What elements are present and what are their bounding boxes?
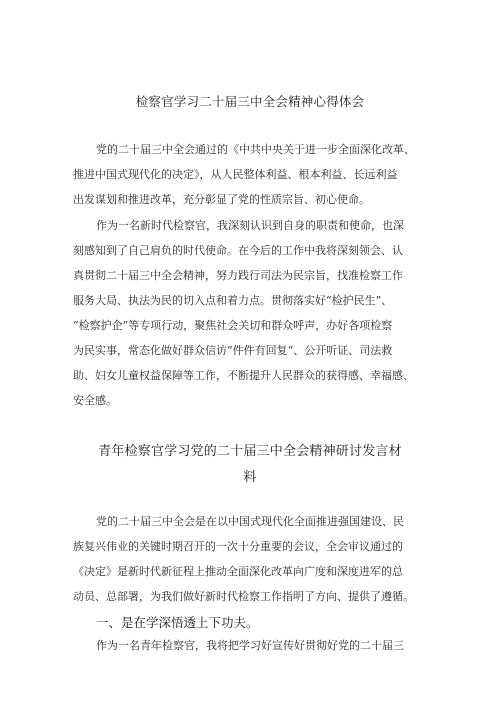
body-line: 刻感知到了自己肩负的时代使命。在今后的工作中我将深刻领会、认	[73, 244, 403, 257]
section-2-title-continued: 料	[243, 470, 257, 485]
body-line: 真贯彻二十届三中全会精神，努力践行司法为民宗旨，找准检察工作	[73, 269, 403, 282]
body-line: 服务大局、执法为民的切入点和着力点。贯彻落实好“检护民生”、	[73, 294, 393, 307]
body-line: 安全感。	[73, 394, 117, 407]
body-line: 作为一名青年检察官，我将把学习好宣传好贯彻好党的二十届三	[96, 639, 404, 652]
section-heading: 一、是在学深悟透上下功夫。	[96, 615, 259, 630]
body-line: 为民实事，常态化做好群众信访”件件有回复“、公开听证、司法救	[73, 344, 393, 357]
body-line: 助、妇女儿童权益保障等工作，不断提升人民群众的获得感、幸福感、	[73, 369, 414, 382]
body-line: 出发谋划和推进改革，充分彰显了党的性质宗旨、初心使命。	[73, 193, 370, 206]
section-2-title: 青年检察官学习党的二十届三中全会精神研讨发言材	[98, 444, 402, 459]
body-line: 族复兴伟业的关键时期召开的一次十分重要的会议，全会审议通过的	[73, 540, 403, 553]
section-1-title: 检察官学习二十届三中全会精神心得体会	[135, 94, 365, 109]
body-line: 党的二十届三中全会通过的《中共中央关于进一步全面深化改革、	[96, 143, 415, 156]
body-line: 《决定》是新时代新征程上推动全面深化改革向广度和深度进军的总	[73, 565, 403, 578]
body-line: “检察护企”等专项行动，聚焦社会关切和群众呼声，办好各项检察	[73, 319, 393, 332]
body-line: 动员、总部署，为我们做好新时代检察工作指明了方向、提供了遵循。	[73, 590, 414, 603]
body-line: 党的二十届三中全会是在以中国式现代化全面推进强国建设、民	[96, 515, 404, 528]
body-line: 推进中国式现代化的决定》，从人民整体利益、根本利益、长远利益	[73, 168, 398, 181]
body-line: 作为一名新时代检察官，我深刻认识到自身的职责和使命，也深	[96, 219, 404, 232]
